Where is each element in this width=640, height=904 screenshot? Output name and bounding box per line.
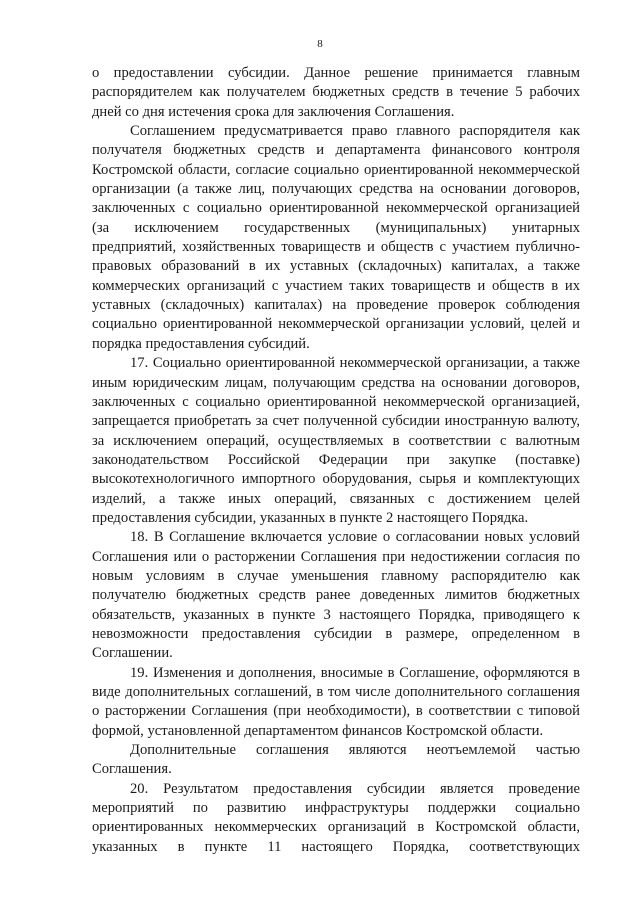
paragraph-verification-rights: Соглашением предусматривается право главного распорядителя как получателя бюджетных средств и департамента финансового контроля Костромской области, согласие социально ориентированной некоммерческой организации (а также лиц, получающих средства на основании договоров, заключенных с социально ориентированной некоммерческой организацией (за исключением государственных (муниципальных) унитарных предприятий, хозяйственных товариществ и обществ с участием публично-правовых образований в их уставных (складочных) капиталах, а также коммерческих организаций с участием таких товариществ и обществ в их уставных (складочных) капиталах) на проведение проверок соблюдения социально ориентированной некоммерческой организации условий, целей и порядка предоставления субсидий.: [92, 123, 580, 352]
paragraph-additional-agreements: Дополнительные соглашения являются неотъемлемой частью Соглашения.: [92, 742, 580, 778]
paragraph-item-18: 18. В Соглашение включается условие о согласовании новых условий Соглашения или о расторжении Соглашения при недостижении согласия по новым условиям в случае уменьшения главному распорядителю как получателю бюджетных средств ранее доведенных лимитов бюджетных обязательств, указанных в пункте 3 настоящего Порядка, приводящего к невозможности предоставления субсидии в размере, определенном в Соглашении.: [92, 529, 580, 662]
page-number: 8: [317, 38, 323, 50]
paragraph-item-19: 19. Изменения и дополнения, вносимые в Соглашение, оформляются в виде дополнительных соглашений, в том числе дополнительного соглашения о расторжении Соглашения (при необходимости), в соответствии с типовой формой, установленной департаментом финансов Костромской области.: [92, 664, 580, 739]
paragraph-item-17: 17. Социально ориентированной некоммерческой организации, а также иным юридическим лицам, получающим средства на основании договоров, заключенных с социально ориентированной некоммерческой организацией, запрещается приобретать за счет полученной субсидии иностранную валюту, за исключением операций, осуществляемых в соответствии с валютным законодательством Российской Федерации при закупке (поставке) высокотехнологичного импортного оборудования, сырья и комплектующих изделий, а также иных операций, связанных с достижением целей предоставления субсидии, указанных в пункте 2 настоящего Порядка.: [92, 355, 580, 526]
paragraph-item-20: 20. Результатом предоставления субсидии является проведение мероприятий по развитию инфраструктуры поддержки социально ориентированных некоммерческих организаций в Костромской области, указанных в пункте 11 настоящего Порядка, соответствующих: [92, 780, 580, 855]
paragraph-continuation: о предоставлении субсидии. Данное решение принимается главным распорядителем как получателем бюджетных средств в течение 5 рабочих дней со дня истечения срока для заключения Соглашения.: [92, 65, 580, 120]
document-body: [92, 64, 580, 857]
